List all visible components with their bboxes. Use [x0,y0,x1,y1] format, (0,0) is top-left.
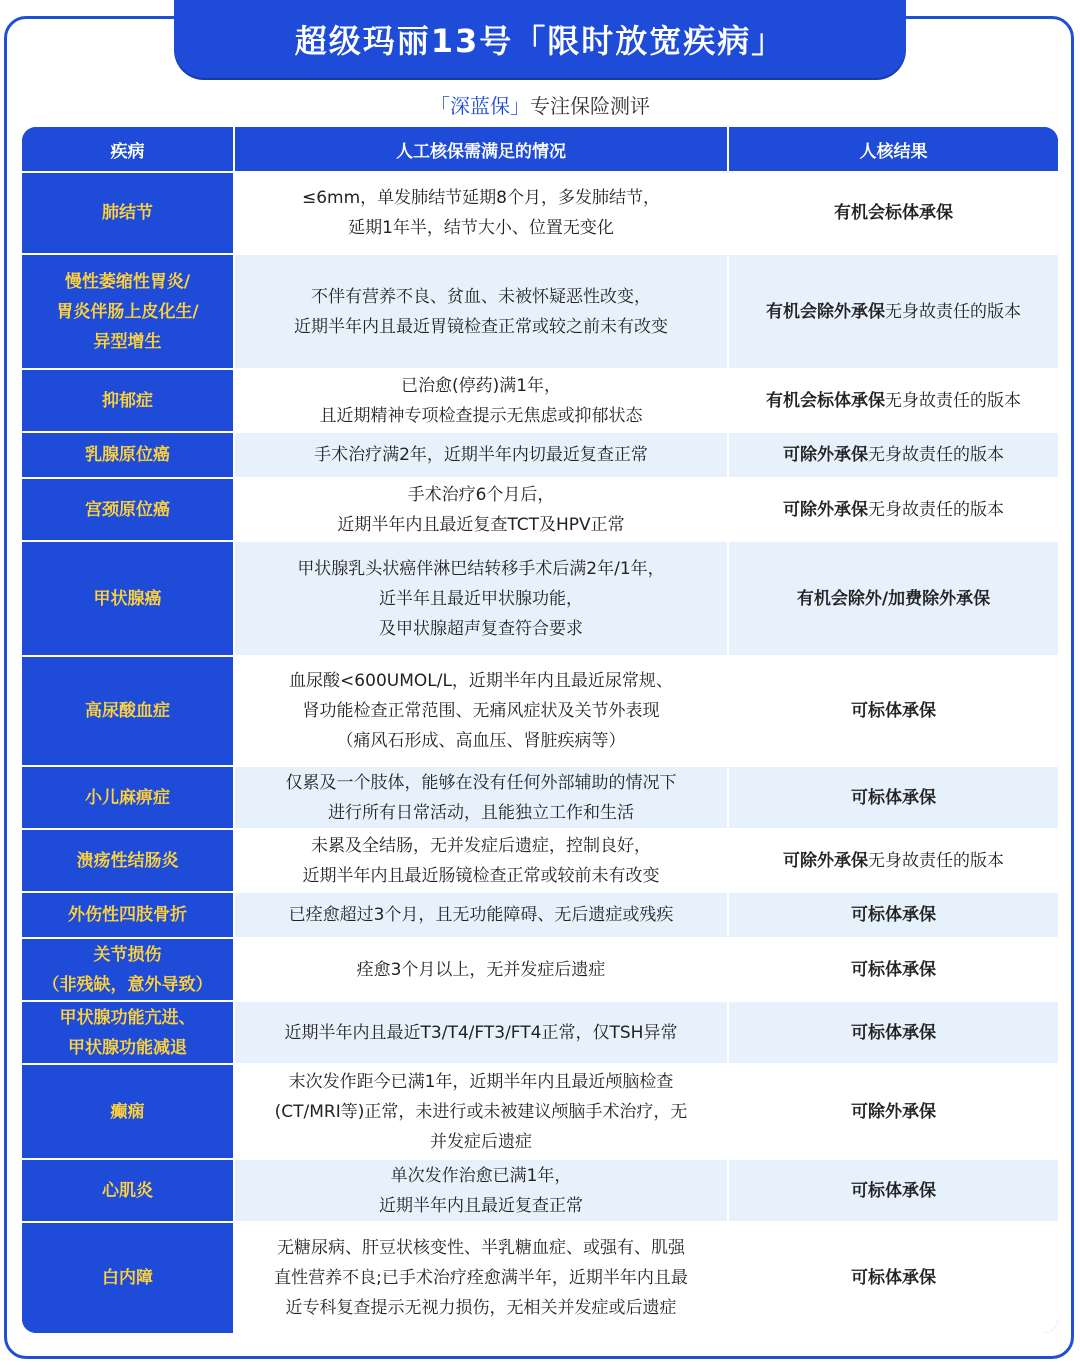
result-cell [728,1064,1058,1159]
condition-cell: 单次发作治愈已满1年， 近期半年内且最近复查正常 [234,1159,728,1222]
result-cell [728,541,1058,656]
condition-cell: 仅累及一个肢体，能够在没有任何外部辅助的情况下 进行所有日常活动，且能独立工作和生活 [234,766,728,829]
disease-cell: 甲状腺癌 [22,541,234,656]
condition-cell: 近期半年内且最近T3/T4/FT3/FT4正常，仅TSH异常 [234,1001,728,1064]
banner-title: 超级玛丽13号「限时放宽疾病」 [294,22,786,60]
result-strong-text: 有机会除外承保 [766,301,885,322]
table-row [22,172,1058,254]
result-strong-text: 可标体承保 [851,1268,936,1288]
condition-cell: 已治愈(停药)满1年， 且近期精神专项检查提示无焦虑或抑郁状态 [234,369,728,432]
condition-cell: 手术治疗满2年，近期半年内切最近复查正常 [234,432,728,478]
result-cell [728,656,1058,766]
result-cell [728,432,1058,478]
result-strong-text: 可除外承保 [783,445,868,465]
result-cell [728,938,1058,1001]
disease-cell: 溃疡性结肠炎 [22,829,234,892]
disease-table [22,127,1058,1333]
table-row [22,829,1058,892]
condition-cell: 末次发作距今已满1年，近期半年内且最近颅脑检查 (CT/MRI等)正常，未进行或未被建议颅脑手术治疗，无 并发症后遗症 [234,1064,728,1159]
result-cell [728,766,1058,829]
table-row [22,432,1058,478]
table-row [22,938,1058,1001]
table-row [22,1159,1058,1222]
result-note-text: 无身故责任的版本 [885,301,1021,322]
table-body [22,172,1058,1333]
condition-cell: 不伴有营养不良、贫血、未被怀疑恶性改变， 近期半年内且最近胃镜检查正常或较之前未有改变 [234,254,728,369]
condition-cell: 痊愈3个月以上，无并发症后遗症 [234,938,728,1001]
result-note-text: 无身故责任的版本 [868,445,1004,465]
table-row [22,369,1058,432]
result-note-text: 无身故责任的版本 [885,390,1021,411]
result-strong-text: 可除外承保 [783,850,868,871]
result-cell [728,369,1058,432]
disease-cell: 外伤性四肢骨折 [22,892,234,938]
disease-cell: 小儿麻痹症 [22,766,234,829]
result-cell [728,172,1058,254]
condition-cell: 甲状腺乳头状癌伴淋巴结转移手术后满2年/1年， 近半年且最近甲状腺功能， 及甲状腺超声复查符合要求 [234,541,728,656]
disease-cell: 甲状腺功能亢进、 甲状腺功能减退 [22,1001,234,1064]
disease-cell: 乳腺原位癌 [22,432,234,478]
result-note-text: 无身故责任的版本 [868,850,1004,871]
table-row [22,1222,1058,1333]
condition-cell: 已痊愈超过3个月，且无功能障碍、无后遗症或残疾 [234,892,728,938]
subtitle [0,90,1080,120]
result-strong-text: 可标体承保 [851,701,936,721]
disease-cell: 白内障 [22,1222,234,1333]
result-cell [728,1222,1058,1333]
table-row [22,254,1058,369]
subtitle-tagline: 专注保险测评 [530,94,650,118]
result-note-text: 无身故责任的版本 [868,499,1004,520]
result-strong-text: 可除外承保 [783,499,868,520]
disease-cell: 宫颈原位癌 [22,478,234,541]
result-strong-text: 有机会除外/加费除外承保 [796,588,991,609]
result-strong-text: 可标体承保 [851,787,936,808]
result-strong-text: 可标体承保 [851,959,936,980]
disease-cell: 关节损伤 （非残缺，意外导致） [22,938,234,1001]
table-header-row [22,127,1058,172]
table-row [22,1064,1058,1159]
result-strong-text: 可标体承保 [851,905,936,925]
disease-cell: 心肌炎 [22,1159,234,1222]
result-cell [728,892,1058,938]
condition-cell: ≤6mm，单发肺结节延期8个月，多发肺结节， 延期1年半，结节大小、位置无变化 [234,172,728,254]
disease-cell: 慢性萎缩性胃炎/ 胃炎伴肠上皮化生/ 异型增生 [22,254,234,369]
title-banner [174,0,906,78]
disease-cell: 癫痫 [22,1064,234,1159]
header-result: 人核结果 [728,127,1058,172]
disease-cell: 肺结节 [22,172,234,254]
table-row [22,656,1058,766]
result-cell [728,829,1058,892]
disease-cell: 抑郁症 [22,369,234,432]
condition-cell: 未累及全结肠，无并发症后遗症，控制良好， 近期半年内且最近肠镜检查正常或较前未有改变 [234,829,728,892]
table-row [22,766,1058,829]
condition-cell: 手术治疗6个月后， 近期半年内且最近复查TCT及HPV正常 [234,478,728,541]
header-condition: 人工核保需满足的情况 [234,127,728,172]
brand-name: 「深蓝保」 [430,94,530,118]
disease-table-container [22,127,1058,1333]
table-row [22,541,1058,656]
header-disease: 疾病 [22,127,234,172]
condition-cell: 无糖尿病、肝豆状核变性、半乳糖血症、或强有、肌强 直性营养不良;已手术治疗痊愈满半年，近期半年内且最 近专科复查提示无视力损伤，无相关并发症或后遗症 [234,1222,728,1333]
result-strong-text: 可除外承保 [851,1101,936,1122]
result-cell [728,478,1058,541]
table-row [22,1001,1058,1064]
condition-cell: 血尿酸<600UMOL/L，近期半年内且最近尿常规、 肾功能检查正常范围、无痛风症状及关节外表现 （痛风石形成、高血压、肾脏疾病等） [234,656,728,766]
result-strong-text: 有机会标体承保 [766,390,885,411]
result-strong-text: 可标体承保 [851,1180,936,1201]
disease-cell: 高尿酸血症 [22,656,234,766]
result-cell [728,1159,1058,1222]
result-cell [728,254,1058,369]
result-strong-text: 可标体承保 [851,1022,936,1043]
table-row [22,892,1058,938]
result-strong-text: 有机会标体承保 [834,203,953,223]
result-cell [728,1001,1058,1064]
table-row [22,478,1058,541]
